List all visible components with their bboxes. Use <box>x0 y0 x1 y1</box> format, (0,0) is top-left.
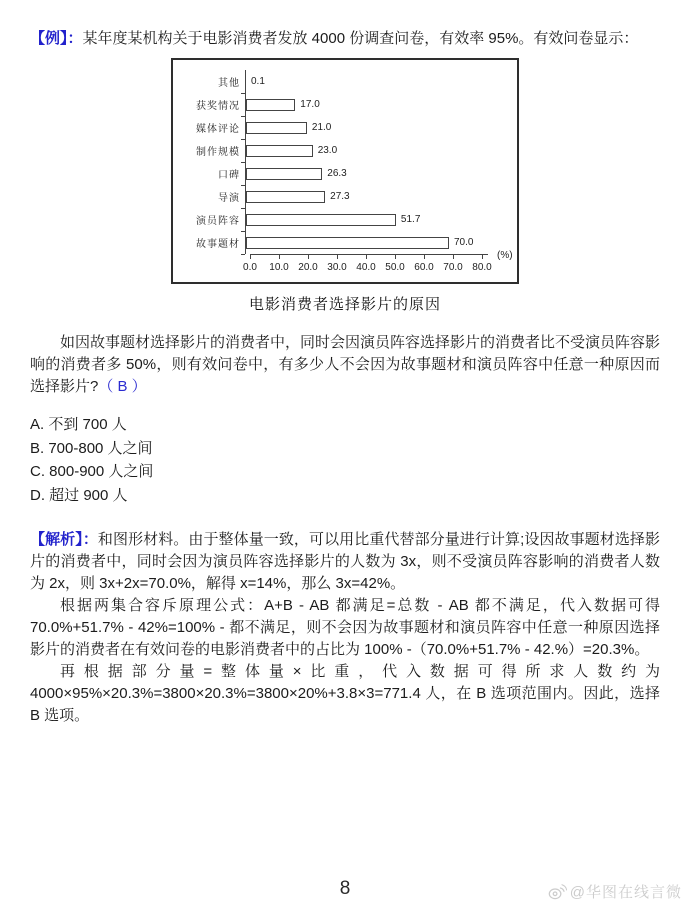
page-number: 8 <box>339 878 351 899</box>
analysis-section <box>30 529 660 727</box>
chart-x-tick-label: 40.0 <box>356 262 376 273</box>
chart-row <box>179 93 513 116</box>
chart-x-tick <box>337 255 338 259</box>
chart-x-tick-label: 50.0 <box>385 262 405 273</box>
chart-category-label: 导演 <box>218 193 240 204</box>
analysis-p1-text: 和图形材料。由于整体量一致，可以用比重代替部分量进行计算;设因故事题材选择影片的消费者中，同时会因为演员阵容选择影片的人数为 3x，则不受演员阵容影响的消费者人数为 2x，则 3x+2x=70.0%，解得 x=14%，那么 3x=42%。 <box>30 531 660 592</box>
chart-row <box>179 162 513 185</box>
option-d: D. 超过 900 人 <box>30 486 128 504</box>
chart-bar <box>246 191 325 203</box>
chart-bar-value: 51.7 <box>400 214 421 225</box>
chart-x-tick <box>453 255 454 259</box>
chart-bar <box>246 214 396 226</box>
chart-unit-label: (%) <box>497 250 513 261</box>
analysis-paragraph-1 <box>30 529 660 595</box>
chart-category-label: 制作规模 <box>196 147 240 158</box>
question-text <box>30 332 660 398</box>
chart-category-label: 口碑 <box>218 170 240 181</box>
chart-bar <box>246 122 307 134</box>
chart-x-tick <box>366 255 367 259</box>
chart-bar-area <box>245 185 513 208</box>
chart-x-tick-label: 60.0 <box>414 262 434 273</box>
chart-bar-area <box>245 116 513 139</box>
chart-x-tick <box>308 255 309 259</box>
chart-row <box>179 139 513 162</box>
chart-bar-value: 0.1 <box>251 76 265 87</box>
weibo-logo-icon <box>547 882 567 901</box>
chart-title: 电影消费者选择影片的原因 <box>248 296 441 313</box>
analysis-paragraph-3: 再根据部分量=整体量×比重，代入数据可得所求人数约为 4000×95%×20.3%=3800×20.3%=3800×20%+3.8×3=771.4 人，在 B 选项范围内。因此，选择 B 选项。 <box>30 663 660 724</box>
chart-bar-area <box>245 231 513 254</box>
chart-category-label: 故事题材 <box>196 239 240 250</box>
chart-bar-value: 26.3 <box>327 168 347 179</box>
option-c: C. 800-900 人之间 <box>30 463 154 480</box>
chart-bar <box>246 237 449 249</box>
chart-x-tick-label: 70.0 <box>443 262 463 273</box>
chart-x-tick <box>250 255 251 259</box>
chart-category-label: 媒体评论 <box>196 124 240 135</box>
analysis-label: 【解析】： <box>30 531 98 548</box>
chart-row <box>179 231 513 254</box>
question-answer: （ B ） <box>98 378 147 395</box>
watermark-text: @华图在线言微 <box>569 884 682 901</box>
chart-row <box>179 185 513 208</box>
chart-x-tick <box>279 255 280 259</box>
chart-category-label: 获奖情况 <box>196 101 240 112</box>
chart-x-tick-label: 10.0 <box>269 262 289 273</box>
chart-bar-area <box>245 208 513 231</box>
chart-x-tick <box>395 255 396 259</box>
example-label: 【例】： <box>30 30 83 47</box>
chart-bar <box>246 99 295 111</box>
chart-x-tick-label: 20.0 <box>298 262 318 273</box>
options-list <box>30 413 660 507</box>
chart-x-tick-label: 80.0 <box>472 262 492 273</box>
chart-bar-area <box>245 162 513 185</box>
chart <box>171 58 519 314</box>
chart-row <box>179 208 513 231</box>
chart-frame <box>171 58 519 284</box>
chart-bar-value: 70.0 <box>454 237 474 248</box>
chart-bar <box>246 168 322 180</box>
chart-bar-value: 21.0 <box>311 122 332 133</box>
chart-row <box>179 70 513 93</box>
chart-category-label: 其他 <box>218 78 240 89</box>
chart-category-label: 演员阵容 <box>196 216 240 227</box>
chart-bar-area <box>245 70 513 93</box>
example-paragraph <box>30 28 660 50</box>
analysis-paragraph-2: 根据两集合容斥原理公式：A+B - AB 都满足=总数 - AB 都不满足，代入数据可得 70.0%+51.7% - 42%=100% - 都不满足，则不会因为故事题材和演员阵容中任意一种原因选择影片的消费者在有效问卷的电影消费者中的占比为 100% -（70.0%+51.7% - 42.%）=20.3%。 <box>30 597 660 658</box>
chart-x-axis <box>243 250 513 280</box>
chart-x-tick <box>482 255 483 259</box>
chart-x-tick-label: 30.0 <box>327 262 347 273</box>
chart-bar-value: 23.0 <box>317 145 338 156</box>
chart-bar-value: 27.3 <box>330 191 350 202</box>
chart-bar-area <box>245 139 513 162</box>
option-a: A. 不到 700 人 <box>30 416 127 433</box>
question-body: 如因故事题材选择影片的消费者中，同时会因演员阵容选择影片的消费者比不受演员阵容影响的消费者多 50%，则有效问卷中，有多少人不会因为故事题材和演员阵容中任意一种原因而选择影片? <box>30 334 661 395</box>
example-intro-text: 某年度某机构关于电影消费者发放 4000 份调查问卷，有效率 95%。有效问卷显示： <box>82 30 639 47</box>
chart-x-tick-label: 0.0 <box>243 262 257 273</box>
option-b: B. 700-800 人之间 <box>30 439 153 457</box>
chart-rows <box>179 70 513 254</box>
chart-x-tick <box>424 255 425 259</box>
watermark <box>547 881 682 902</box>
chart-bar-value: 17.0 <box>300 99 320 110</box>
chart-bar-area <box>245 93 513 116</box>
chart-row <box>179 116 513 139</box>
chart-bar <box>246 145 313 157</box>
